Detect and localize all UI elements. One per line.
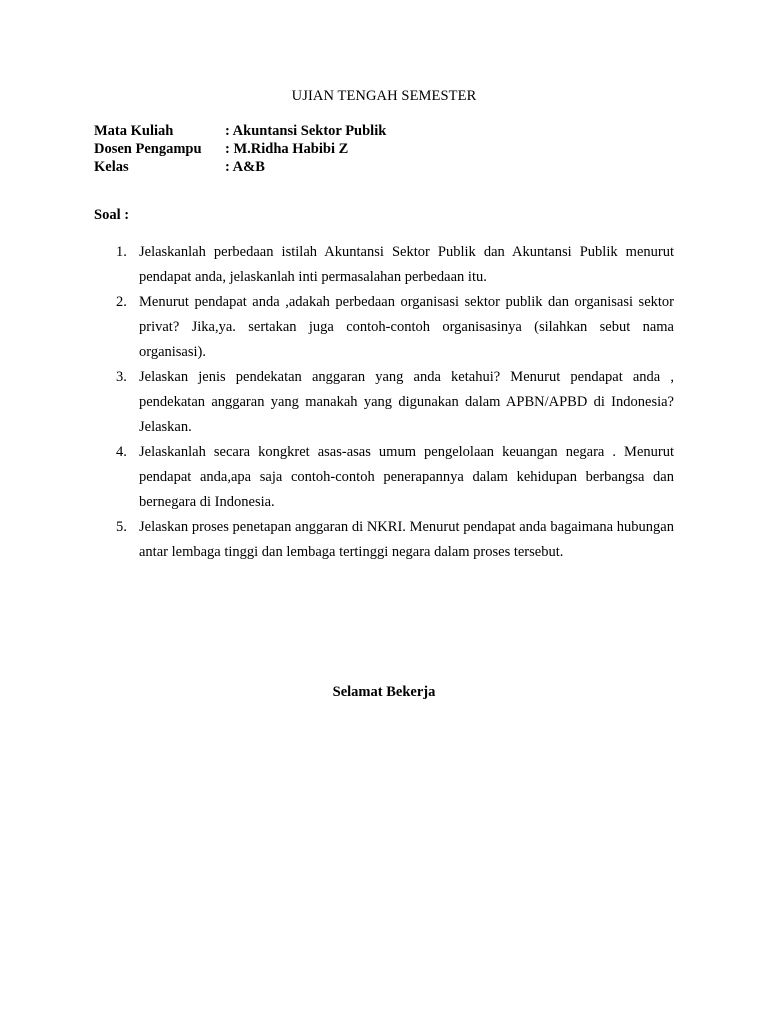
info-value: : Akuntansi Sektor Publik — [225, 123, 387, 139]
info-value: : M.Ridha Habibi Z — [225, 141, 349, 157]
document-title: UJIAN TENGAH SEMESTER — [291, 88, 477, 104]
course-info — [94, 122, 386, 176]
question-text: Menurut pendapat anda ,adakah perbedaan organisasi sektor publik dan organisasi sektor privat? Jika,ya. sertakan juga contoh-contoh organisasinya (silahkan sebut nama organisasi). — [139, 294, 674, 360]
info-row-class — [94, 158, 386, 176]
question-number: 3. — [116, 369, 127, 385]
info-label: Dosen Pengampu — [94, 141, 202, 157]
question-item — [94, 290, 674, 365]
info-label: Mata Kuliah — [94, 123, 174, 139]
questions-heading: Soal : — [94, 207, 130, 223]
question-text: Jelaskanlah perbedaan istilah Akuntansi Sektor Publik dan Akuntansi Publik menurut pendapat anda, jelaskanlah inti permasalahan perbedaan itu. — [139, 244, 674, 285]
question-item — [94, 515, 674, 565]
info-row-course — [94, 122, 386, 140]
question-number: 5. — [116, 519, 127, 535]
info-label: Kelas — [94, 159, 129, 175]
question-text: Jelaskan proses penetapan anggaran di NKRI. Menurut pendapat anda bagaimana hubungan antar lembaga tinggi dan lembaga tertinggi negara dalam proses tersebut. — [139, 519, 674, 560]
question-item — [94, 365, 674, 440]
question-text: Jelaskan jenis pendekatan anggaran yang anda ketahui? Menurut pendapat anda , pendekatan anggaran yang manakah yang digunakan dalam APBN/APBD di Indonesia? Jelaskan. — [139, 369, 674, 435]
question-text: Jelaskanlah secara kongkret asas-asas umum pengelolaan keuangan negara . Menurut pendapat anda,apa saja contoh-contoh penerapannya dalam kehidupan berbangsa dan bernegara di Indonesia. — [139, 444, 674, 510]
question-item — [94, 440, 674, 515]
info-value: : A&B — [225, 159, 265, 175]
question-item — [94, 240, 674, 290]
info-row-lecturer — [94, 140, 386, 158]
question-number: 1. — [116, 244, 127, 260]
question-number: 2. — [116, 294, 127, 310]
question-number: 4. — [116, 444, 127, 460]
question-list — [94, 240, 674, 565]
closing-text: Selamat Bekerja — [332, 684, 436, 700]
